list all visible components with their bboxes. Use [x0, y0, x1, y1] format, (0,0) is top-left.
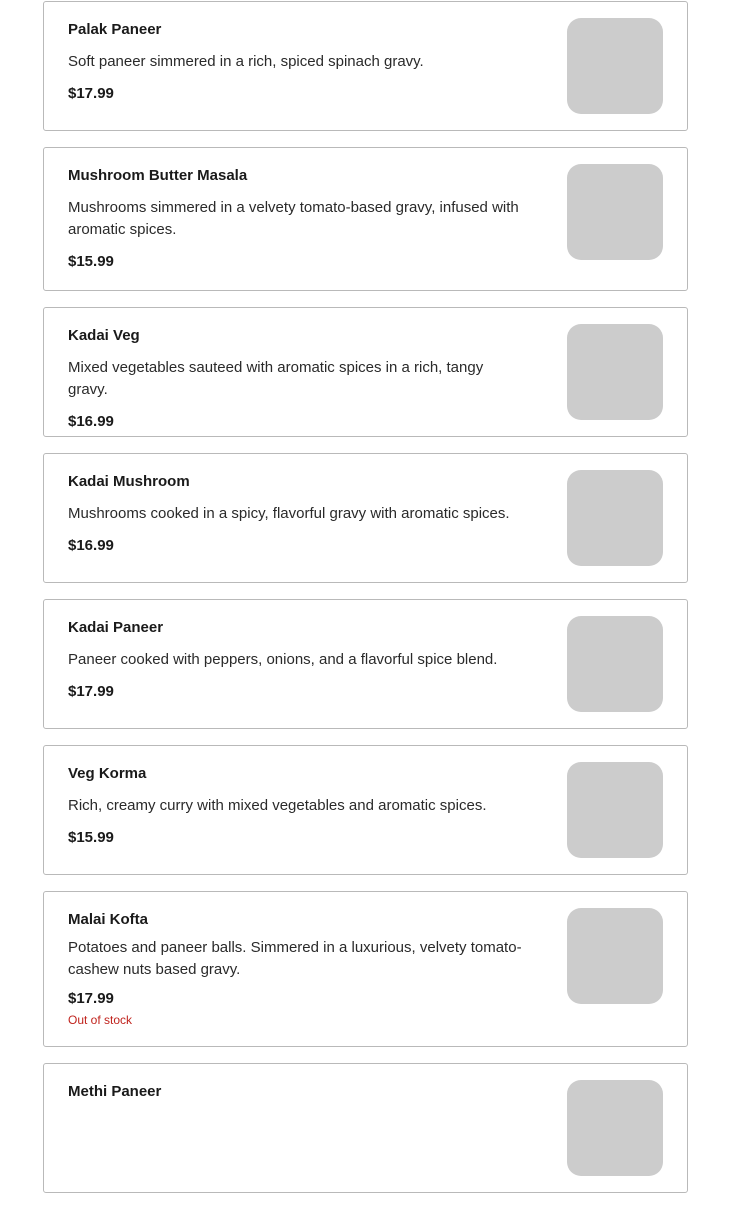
menu-item-card[interactable]: [43, 453, 688, 583]
menu-item-card[interactable]: [43, 599, 688, 729]
item-name: Methi Paneer: [68, 1083, 162, 1100]
item-image-placeholder[interactable]: [567, 164, 663, 260]
item-image-placeholder[interactable]: [567, 908, 663, 1004]
item-price: $17.99: [68, 683, 114, 700]
menu-item-card[interactable]: [43, 1, 688, 131]
item-name: Kadai Mushroom: [68, 473, 190, 490]
item-description: Paneer cooked with peppers, onions, and a flavorful spice blend.: [68, 651, 498, 668]
item-price: $15.99: [68, 253, 114, 270]
item-price: $17.99: [68, 990, 114, 1007]
item-name: Palak Paneer: [68, 21, 162, 38]
item-description: Mushrooms cooked in a spicy, flavorful gravy with aromatic spices.: [68, 505, 510, 522]
menu-item-card[interactable]: [43, 307, 688, 437]
item-price: $17.99: [68, 85, 114, 102]
item-image-placeholder[interactable]: [567, 470, 663, 566]
item-name: Mushroom Butter Masala: [68, 167, 248, 184]
item-name: Malai Kofta: [68, 911, 149, 928]
item-image-placeholder[interactable]: [567, 616, 663, 712]
item-name: Veg Korma: [68, 765, 147, 782]
item-description: Mixed vegetables sauteed with aromatic spices in a rich, tangy gravy.: [68, 359, 484, 398]
menu-item-card[interactable]: [43, 745, 688, 875]
menu-item-card[interactable]: [43, 1063, 688, 1193]
item-image-placeholder[interactable]: [567, 324, 663, 420]
item-description: Soft paneer simmered in a rich, spiced spinach gravy.: [68, 53, 424, 70]
out-of-stock-label: Out of stock: [68, 1013, 133, 1027]
menu-item-card[interactable]: [43, 891, 688, 1047]
item-description: Mushrooms simmered in a velvety tomato-based gravy, infused with aromatic spices.: [68, 199, 519, 238]
item-name: Kadai Paneer: [68, 619, 164, 636]
item-image-placeholder[interactable]: [567, 1080, 663, 1176]
menu-item-card[interactable]: [43, 147, 688, 291]
item-description: Rich, creamy curry with mixed vegetables and aromatic spices.: [68, 797, 487, 814]
item-image-placeholder[interactable]: [567, 18, 663, 114]
item-description: Potatoes and paneer balls. Simmered in a luxurious, velvety tomato-cashew nuts based gravy.: [68, 939, 522, 978]
item-price: $16.99: [68, 537, 114, 554]
item-price: $15.99: [68, 829, 114, 846]
menu-item-list: [43, 1, 688, 1209]
item-price: $16.99: [68, 413, 114, 430]
item-image-placeholder[interactable]: [567, 762, 663, 858]
item-name: Kadai Veg: [68, 327, 140, 344]
